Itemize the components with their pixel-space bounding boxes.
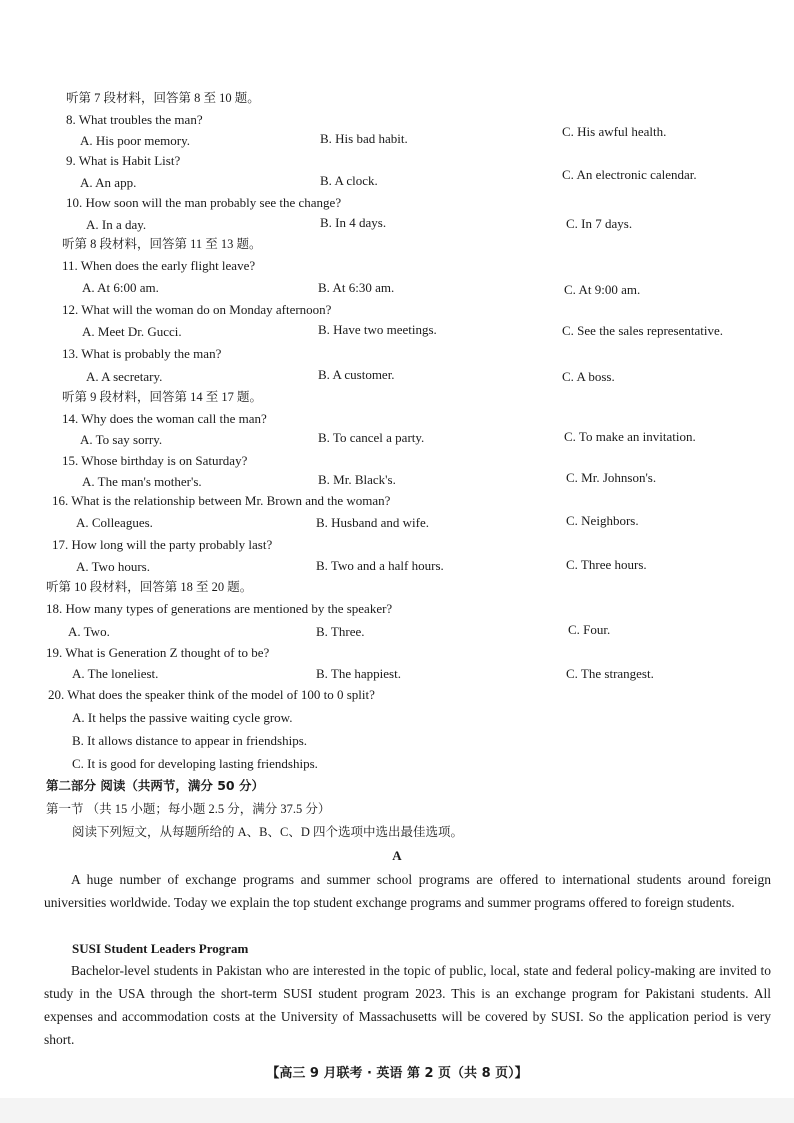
passage-paragraph-2-text: Bachelor-level students in Pakistan who are interested in the topic of public, local, state and federal policy-making are invited to study in the USA through the short-term SUSI student program 2023. This is an exchange program for Pakistani students. All expenses and accommodation costs at the University of Massachusetts will be covered by SUSI. So the application period is very short. xyxy=(44,963,771,1047)
question-18: 18. How many types of generations are mentioned by the speaker? xyxy=(46,601,393,616)
section1-heading: 第一节 （共 15 小题；每小题 2.5 分，满分 37.5 分） xyxy=(46,802,331,816)
question-12: 12. What will the woman do on Monday afternoon? xyxy=(62,302,332,317)
passage-paragraph-2 xyxy=(44,959,771,1051)
q14-option-b: B. To cancel a party. xyxy=(318,430,425,445)
question-16: 16. What is the relationship between Mr. Brown and the woman? xyxy=(52,493,391,508)
question-20: 20. What does the speaker think of the model of 100 to 0 split? xyxy=(48,687,375,702)
q11-option-c: C. At 9:00 am. xyxy=(564,282,641,297)
question-13: 13. What is probably the man? xyxy=(62,346,222,361)
q11-option-b: B. At 6:30 am. xyxy=(318,280,395,295)
section-header-8: 听第 8 段材料，回答第 11 至 13 题。 xyxy=(62,237,262,251)
section-header-7: 听第 7 段材料，回答第 8 至 10 题。 xyxy=(66,91,260,105)
q10-option-c: C. In 7 days. xyxy=(566,216,633,231)
question-9: 9. What is Habit List? xyxy=(66,153,181,168)
q18-option-a: A. Two. xyxy=(68,624,110,639)
part2-heading: 第二部分 阅读（共两节，满分 50 分） xyxy=(46,778,264,793)
q13-option-c: C. A boss. xyxy=(562,369,615,384)
q16-option-a: A. Colleagues. xyxy=(76,515,153,530)
q16-option-b: B. Husband and wife. xyxy=(316,515,430,530)
q9-option-c: C. An electronic calendar. xyxy=(562,167,697,182)
q18-option-b: B. Three. xyxy=(316,624,365,639)
q12-option-b: B. Have two meetings. xyxy=(318,322,437,337)
question-14: 14. Why does the woman call the man? xyxy=(62,411,267,426)
q11-option-a: A. At 6:00 am. xyxy=(82,280,159,295)
page-footer: 【高三 9 月联考 · 英语 第 2 页（共 8 页）】 xyxy=(266,1066,528,1081)
q17-option-b: B. Two and a half hours. xyxy=(316,558,444,573)
q19-option-a: A. The loneliest. xyxy=(72,666,159,681)
q19-option-b: B. The happiest. xyxy=(316,666,401,681)
q12-option-c: C. See the sales representative. xyxy=(562,323,723,338)
q13-option-a: A. A secretary. xyxy=(86,369,163,384)
q8-option-c: C. His awful health. xyxy=(562,124,667,139)
q15-option-a: A. The man's mother's. xyxy=(82,474,202,489)
q18-option-c: C. Four. xyxy=(568,622,611,637)
passage-paragraph-1 xyxy=(44,868,771,914)
q8-option-a: A. His poor memory. xyxy=(80,133,191,148)
question-11: 11. When does the early flight leave? xyxy=(62,258,256,273)
passage-letter: A xyxy=(392,848,402,863)
q16-option-c: C. Neighbors. xyxy=(566,513,639,528)
page-bottom-edge xyxy=(0,1098,794,1123)
q9-option-a: A. An app. xyxy=(80,175,137,190)
question-15: 15. Whose birthday is on Saturday? xyxy=(62,453,248,468)
reading-instruction: 阅读下列短文，从每题所给的 A、B、C、D 四个选项中选出最佳选项。 xyxy=(72,825,463,839)
q15-option-c: C. Mr. Johnson's. xyxy=(566,470,657,485)
q14-option-a: A. To say sorry. xyxy=(80,432,163,447)
q9-option-b: B. A clock. xyxy=(320,173,378,188)
program-subheading: SUSI Student Leaders Program xyxy=(72,941,249,956)
q10-option-a: A. In a day. xyxy=(86,217,147,232)
q8-option-b: B. His bad habit. xyxy=(320,131,408,146)
q17-option-a: A. Two hours. xyxy=(76,559,150,574)
q12-option-a: A. Meet Dr. Gucci. xyxy=(82,324,182,339)
q20-option-b: B. It allows distance to appear in friendships. xyxy=(72,733,308,748)
q20-option-a: A. It helps the passive waiting cycle grow. xyxy=(72,710,293,725)
q10-option-b: B. In 4 days. xyxy=(320,215,387,230)
q13-option-b: B. A customer. xyxy=(318,367,395,382)
question-19: 19. What is Generation Z thought of to be? xyxy=(46,645,270,660)
question-8: 8. What troubles the man? xyxy=(66,112,203,127)
question-17: 17. How long will the party probably last? xyxy=(52,537,273,552)
section-header-9: 听第 9 段材料，回答第 14 至 17 题。 xyxy=(62,390,263,404)
q17-option-c: C. Three hours. xyxy=(566,557,647,572)
q19-option-c: C. The strangest. xyxy=(566,666,654,681)
q20-option-c: C. It is good for developing lasting friendships. xyxy=(72,756,318,771)
q15-option-b: B. Mr. Black's. xyxy=(318,472,396,487)
section-header-10: 听第 10 段材料，回答第 18 至 20 题。 xyxy=(46,580,253,594)
q14-option-c: C. To make an invitation. xyxy=(564,429,696,444)
question-10: 10. How soon will the man probably see the change? xyxy=(66,195,342,210)
passage-paragraph-1-text: A huge number of exchange programs and summer school programs are offered to international students around foreign universities worldwide. Today we explain the top student exchange programs and summer programs offered to foreign students. xyxy=(44,872,771,910)
